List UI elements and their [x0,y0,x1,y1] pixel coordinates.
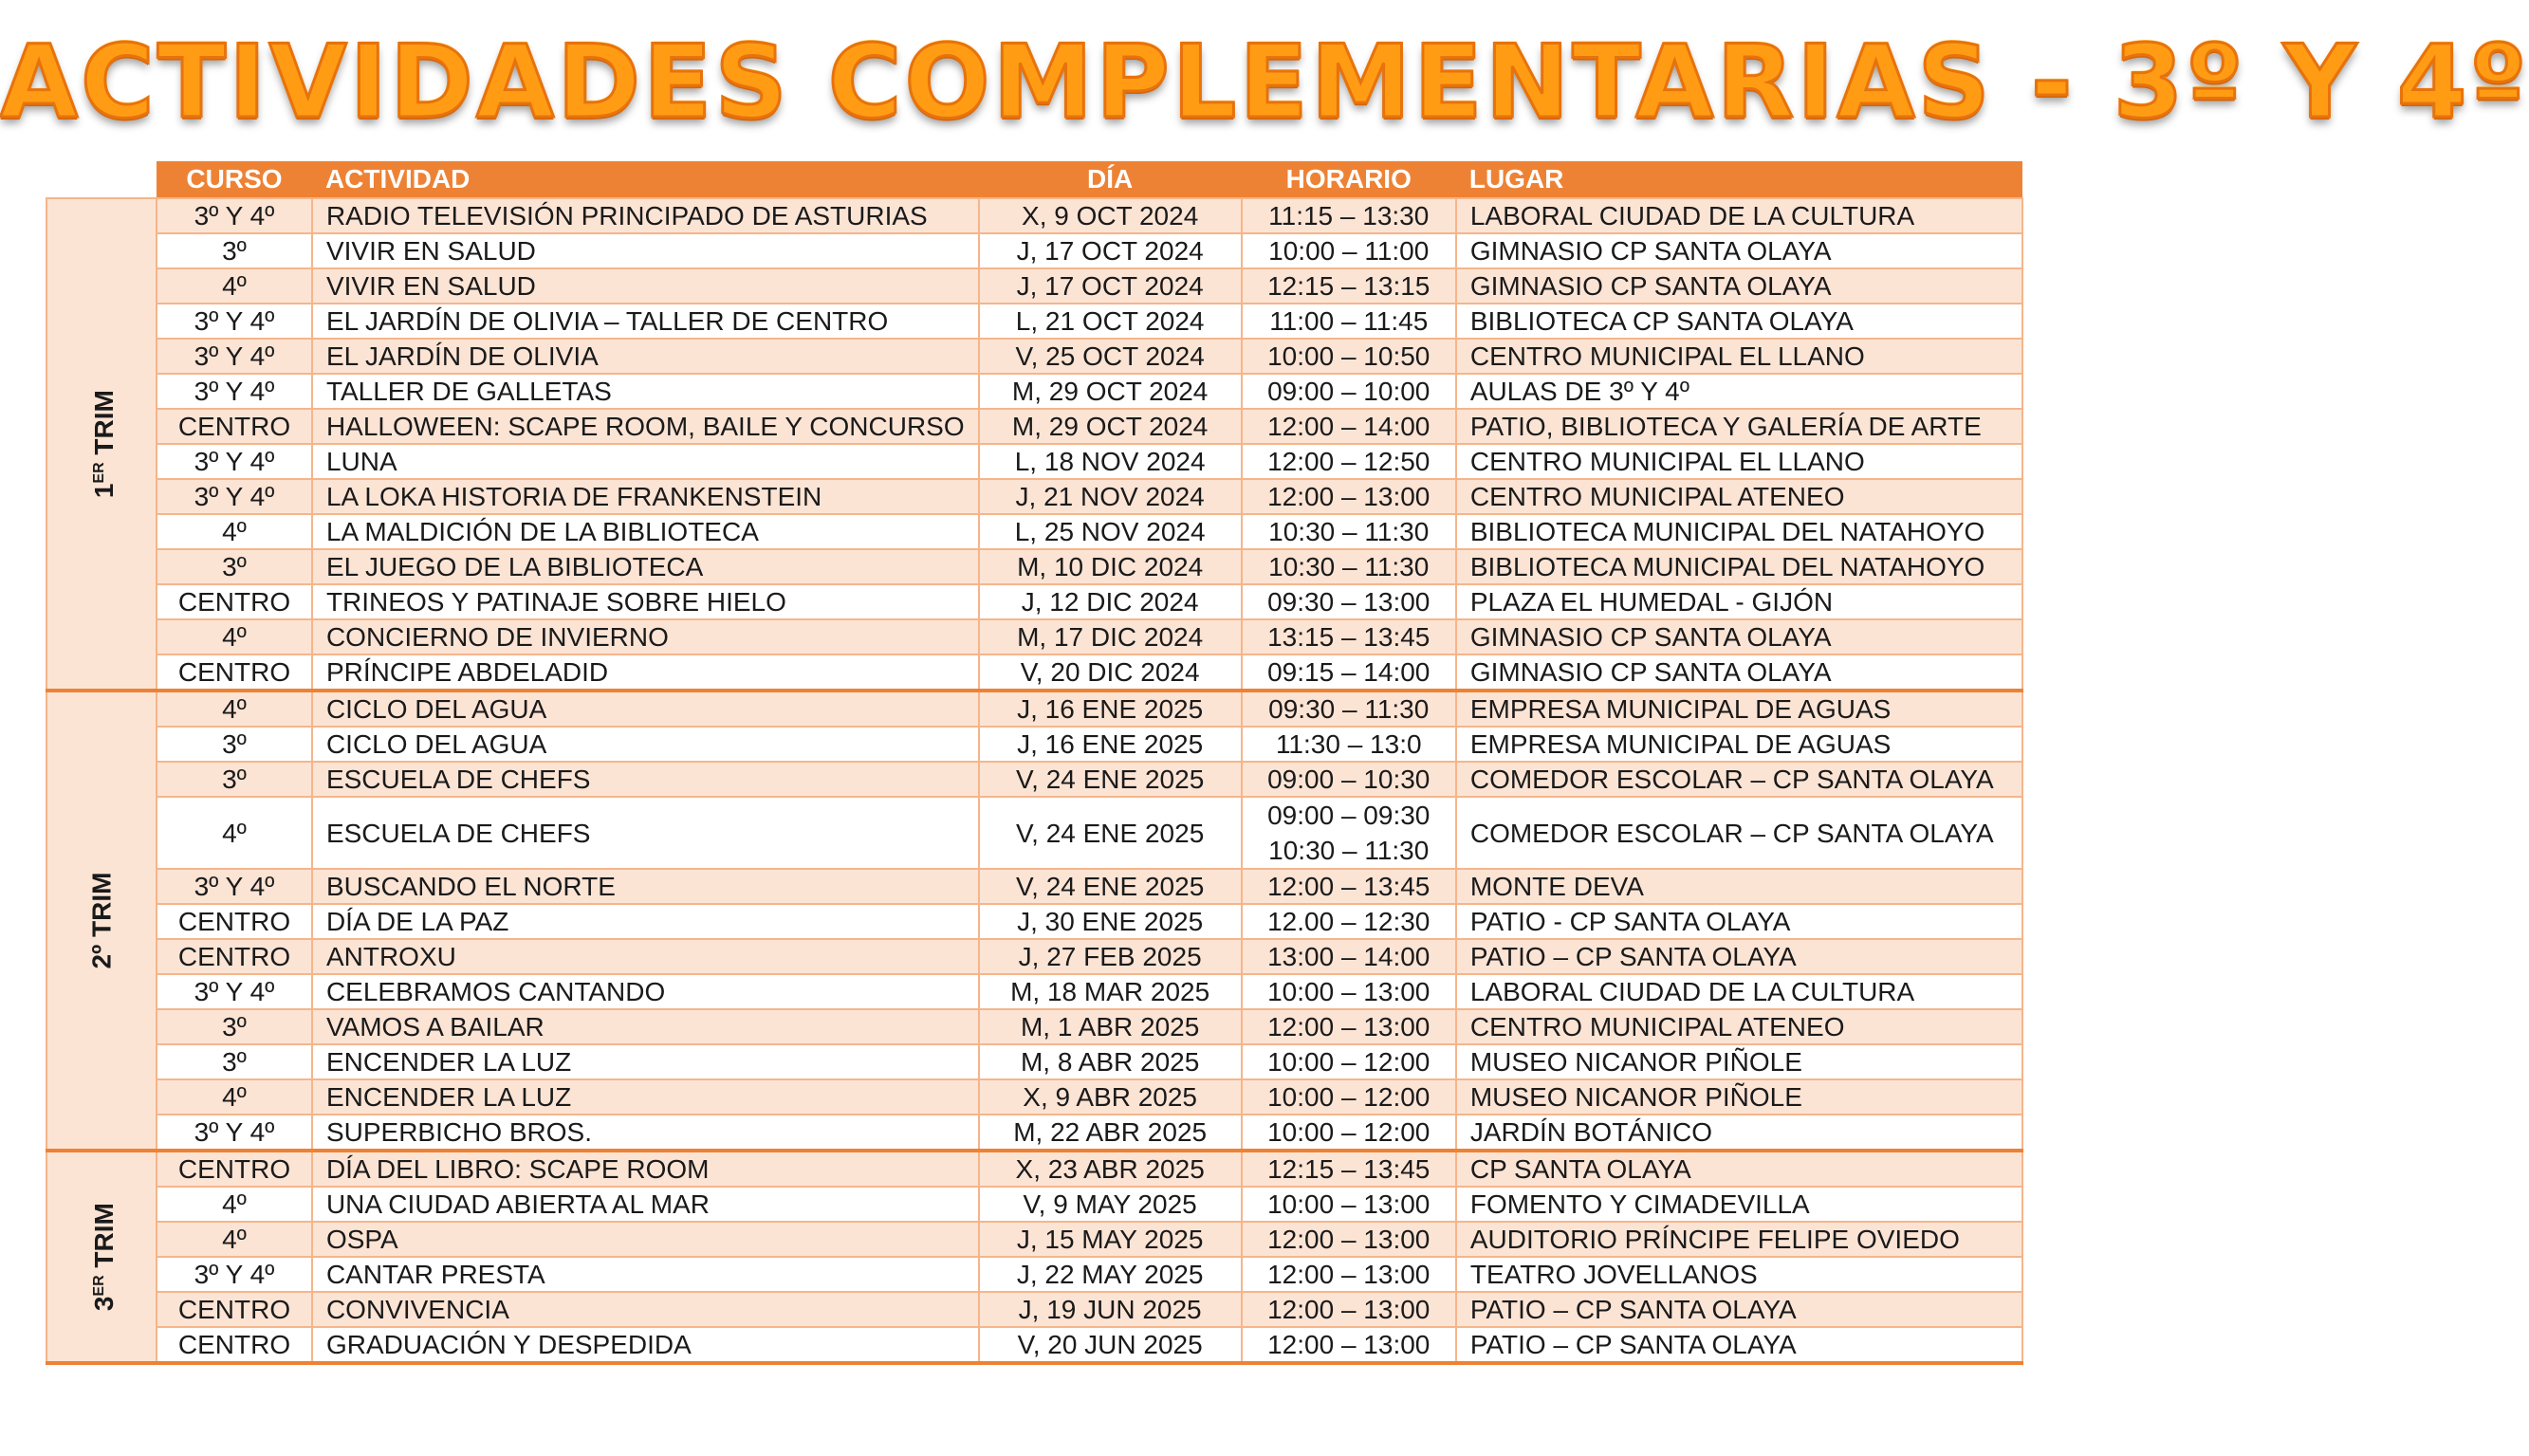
actividad-cell: BUSCANDO EL NORTE [312,869,979,904]
horario-line: 11:15 – 13:30 [1268,201,1430,230]
table-row [46,904,2022,939]
header-corner [46,161,157,198]
table-row [46,974,2022,1009]
horario-line: 10:00 – 13:00 [1267,1189,1431,1219]
curso-cell: 3º [157,762,312,797]
horario-cell [1242,1151,1456,1187]
curso-cell: 3º [157,233,312,268]
horario-line: 10:00 – 13:00 [1267,977,1431,1006]
horario-cell [1242,268,1456,304]
table-row [46,584,2022,619]
header-dia: DÍA [979,161,1242,198]
dia-cell: M, 10 DIC 2024 [979,549,1242,584]
trimester-label [83,390,120,498]
actividad-cell: CICLO DEL AGUA [312,691,979,727]
actividad-cell: EL JARDÍN DE OLIVIA [312,339,979,374]
actividad-cell: DÍA DEL LIBRO: SCAPE ROOM [312,1151,979,1187]
actividad-cell: HALLOWEEN: SCAPE ROOM, BAILE Y CONCURSO [312,409,979,444]
dia-cell: J, 16 ENE 2025 [979,727,1242,762]
table-row [46,444,2022,479]
table-row [46,1187,2022,1222]
table-row [46,549,2022,584]
horario-line: 13:15 – 13:45 [1267,622,1431,652]
curso-cell: CENTRO [157,904,312,939]
horario-cell [1242,654,1456,691]
dia-cell: J, 12 DIC 2024 [979,584,1242,619]
curso-cell: CENTRO [157,1327,312,1363]
lugar-cell: AUDITORIO PRÍNCIPE FELIPE OVIEDO [1456,1222,2022,1257]
horario-cell [1242,339,1456,374]
dia-cell: J, 30 ENE 2025 [979,904,1242,939]
actividad-cell: ENCENDER LA LUZ [312,1079,979,1115]
dia-cell: M, 18 MAR 2025 [979,974,1242,1009]
trimester-text: TRIM [89,389,120,463]
curso-cell: CENTRO [157,654,312,691]
table-row [46,304,2022,339]
actividad-cell: CONVIVENCIA [312,1292,979,1327]
trimester-label-cell [46,691,157,1151]
trimester-block [46,691,2022,1151]
actividad-cell: LUNA [312,444,979,479]
actividad-cell: RADIO TELEVISIÓN PRINCIPADO DE ASTURIAS [312,198,979,233]
horario-line: 09:30 – 13:00 [1267,587,1431,617]
dia-cell: V, 24 ENE 2025 [979,869,1242,904]
horario-line: 09:00 – 09:30 [1267,801,1431,830]
lugar-cell: BIBLIOTECA MUNICIPAL DEL NATAHOYO [1456,549,2022,584]
curso-cell: 3º Y 4º [157,444,312,479]
trimester-text: TRIM [89,1202,120,1276]
trimester-label-cell [46,198,157,691]
actividad-cell: EL JARDÍN DE OLIVIA – TALLER DE CENTRO [312,304,979,339]
curso-cell: 3º Y 4º [157,869,312,904]
dia-cell: V, 9 MAY 2025 [979,1187,1242,1222]
table-row [46,1151,2022,1187]
lugar-cell: MONTE DEVA [1456,869,2022,904]
dia-cell: L, 25 NOV 2024 [979,514,1242,549]
table-row [46,691,2022,727]
horario-cell [1242,233,1456,268]
actividad-cell: VIVIR EN SALUD [312,268,979,304]
dia-cell: J, 21 NOV 2024 [979,479,1242,514]
horario-cell [1242,1187,1456,1222]
header-curso: CURSO [157,161,312,198]
table-row [46,339,2022,374]
curso-cell: 3º Y 4º [157,1257,312,1292]
horario-cell [1242,549,1456,584]
horario-line: 10:00 – 11:00 [1268,236,1430,266]
curso-cell: CENTRO [157,584,312,619]
table-row [46,1292,2022,1327]
trimester-label-cell [46,1151,157,1363]
dia-cell: V, 25 OCT 2024 [979,339,1242,374]
curso-cell: 3º [157,549,312,584]
lugar-cell: LABORAL CIUDAD DE LA CULTURA [1456,974,2022,1009]
actividad-cell: PRÍNCIPE ABDELADID [312,654,979,691]
table-row [46,514,2022,549]
trimester-number: 3 [89,1296,120,1312]
horario-line: 09:15 – 14:00 [1267,657,1431,687]
lugar-cell: GIMNASIO CP SANTA OLAYA [1456,233,2022,268]
horario-cell [1242,1115,1456,1151]
horario-line: 10:30 – 11:30 [1268,517,1430,546]
horario-cell [1242,1222,1456,1257]
lugar-cell: EMPRESA MUNICIPAL DE AGUAS [1456,691,2022,727]
lugar-cell: LABORAL CIUDAD DE LA CULTURA [1456,198,2022,233]
lugar-cell: PLAZA EL HUMEDAL - GIJÓN [1456,584,2022,619]
curso-cell: CENTRO [157,409,312,444]
horario-line: 12:00 – 13:00 [1267,1260,1431,1289]
horario-line: 10:30 – 11:30 [1268,552,1430,581]
dia-cell: V, 20 JUN 2025 [979,1327,1242,1363]
lugar-cell: CENTRO MUNICIPAL ATENEO [1456,479,2022,514]
horario-line: 12.00 – 12:30 [1267,907,1431,936]
page-title: ACTIVIDADES COMPLEMENTARIAS - 3º Y 4º [0,24,2529,140]
actividad-cell: LA MALDICIÓN DE LA BIBLIOTECA [312,514,979,549]
horario-line: 12:00 – 13:00 [1267,1330,1431,1359]
horario-line: 12:00 – 12:50 [1267,447,1431,476]
header-lugar: LUGAR [1456,161,2022,198]
horario-line: 12:00 – 13:00 [1267,482,1431,511]
table-row [46,797,2022,869]
dia-cell: J, 17 OCT 2024 [979,268,1242,304]
dia-cell: X, 23 ABR 2025 [979,1151,1242,1187]
dia-cell: J, 27 FEB 2025 [979,939,1242,974]
horario-cell [1242,198,1456,233]
horario-line: 12:00 – 13:00 [1267,1295,1431,1324]
curso-cell: 3º Y 4º [157,339,312,374]
dia-cell: M, 22 ABR 2025 [979,1115,1242,1151]
lugar-cell: GIMNASIO CP SANTA OLAYA [1456,619,2022,654]
horario-cell [1242,1257,1456,1292]
table-row [46,1079,2022,1115]
dia-cell: M, 1 ABR 2025 [979,1009,1242,1044]
curso-cell: 3º [157,1044,312,1079]
horario-line: 13:00 – 14:00 [1267,942,1431,971]
horario-cell [1242,1044,1456,1079]
table-row [46,409,2022,444]
dia-cell: M, 29 OCT 2024 [979,374,1242,409]
horario-cell [1242,1009,1456,1044]
horario-line: 09:00 – 10:00 [1267,377,1431,406]
trimester-suffix: ER [90,462,107,484]
lugar-cell: BIBLIOTECA CP SANTA OLAYA [1456,304,2022,339]
lugar-cell: BIBLIOTECA MUNICIPAL DEL NATAHOYO [1456,514,2022,549]
horario-line: 09:00 – 10:30 [1267,765,1431,794]
table-row [46,762,2022,797]
table-row [46,1222,2022,1257]
dia-cell: L, 18 NOV 2024 [979,444,1242,479]
actividad-cell: GRADUACIÓN Y DESPEDIDA [312,1327,979,1363]
actividad-cell: EL JUEGO DE LA BIBLIOTECA [312,549,979,584]
actividad-cell: CANTAR PRESTA [312,1257,979,1292]
actividad-cell: VAMOS A BAILAR [312,1009,979,1044]
horario-line: 10:30 – 11:30 [1268,836,1430,865]
horario-cell [1242,904,1456,939]
horario-cell [1242,444,1456,479]
actividad-cell: OSPA [312,1222,979,1257]
dia-cell: L, 21 OCT 2024 [979,304,1242,339]
table-row [46,869,2022,904]
lugar-cell: JARDÍN BOTÁNICO [1456,1115,2022,1151]
actividad-cell: TALLER DE GALLETAS [312,374,979,409]
curso-cell: 4º [157,1222,312,1257]
actividad-cell: ENCENDER LA LUZ [312,1044,979,1079]
lugar-cell: PATIO – CP SANTA OLAYA [1456,1292,2022,1327]
curso-cell: 3º Y 4º [157,1115,312,1151]
curso-cell: 4º [157,514,312,549]
curso-cell: 4º [157,619,312,654]
horario-line: 10:00 – 12:00 [1267,1117,1431,1147]
horario-cell [1242,1327,1456,1363]
horario-cell [1242,762,1456,797]
header-actividad: ACTIVIDAD [312,161,979,198]
table-row [46,233,2022,268]
horario-line: 09:30 – 11:30 [1268,694,1430,724]
dia-cell: V, 24 ENE 2025 [979,797,1242,869]
actividad-cell: CICLO DEL AGUA [312,727,979,762]
horario-line: 11:30 – 13:0 [1275,729,1422,759]
curso-cell: 3º [157,727,312,762]
trimester-number: 2º [86,944,117,969]
table-row [46,1009,2022,1044]
curso-cell: 3º [157,1009,312,1044]
trimester-text: TRIM [86,872,117,945]
table-row [46,727,2022,762]
horario-cell [1242,797,1456,869]
curso-cell: CENTRO [157,1292,312,1327]
table-row [46,374,2022,409]
dia-cell: J, 17 OCT 2024 [979,233,1242,268]
curso-cell: 4º [157,1187,312,1222]
horario-line: 10:00 – 12:00 [1267,1082,1431,1112]
horario-cell [1242,304,1456,339]
curso-cell: 3º Y 4º [157,198,312,233]
dia-cell: V, 20 DIC 2024 [979,654,1242,691]
curso-cell: CENTRO [157,939,312,974]
table-row [46,198,2022,233]
actividad-cell: ANTROXU [312,939,979,974]
table-row [46,1327,2022,1363]
horario-cell [1242,727,1456,762]
lugar-cell: CENTRO MUNICIPAL EL LLANO [1456,444,2022,479]
horario-cell [1242,584,1456,619]
dia-cell: X, 9 ABR 2025 [979,1079,1242,1115]
lugar-cell: CP SANTA OLAYA [1456,1151,2022,1187]
horario-line: 11:00 – 11:45 [1269,306,1429,336]
dia-cell: V, 24 ENE 2025 [979,762,1242,797]
curso-cell: 4º [157,1079,312,1115]
lugar-cell: PATIO – CP SANTA OLAYA [1456,1327,2022,1363]
curso-cell: 3º Y 4º [157,374,312,409]
actividad-cell: ESCUELA DE CHEFS [312,797,979,869]
lugar-cell: COMEDOR ESCOLAR – CP SANTA OLAYA [1456,797,2022,869]
lugar-cell: PATIO – CP SANTA OLAYA [1456,939,2022,974]
lugar-cell: GIMNASIO CP SANTA OLAYA [1456,268,2022,304]
actividad-cell: CELEBRAMOS CANTANDO [312,974,979,1009]
actividad-cell: LA LOKA HISTORIA DE FRANKENSTEIN [312,479,979,514]
horario-line: 10:00 – 10:50 [1267,341,1431,371]
horario-line: 12:00 – 14:00 [1267,412,1431,441]
curso-cell: 3º Y 4º [157,974,312,1009]
table-header [46,161,2022,198]
lugar-cell: MUSEO NICANOR PIÑOLE [1456,1079,2022,1115]
horario-line: 12:15 – 13:15 [1267,271,1431,301]
horario-cell [1242,409,1456,444]
header-horario: HORARIO [1242,161,1456,198]
horario-cell [1242,869,1456,904]
table-row [46,939,2022,974]
trimester-block [46,198,2022,691]
horario-cell [1242,974,1456,1009]
dia-cell: J, 16 ENE 2025 [979,691,1242,727]
lugar-cell: MUSEO NICANOR PIÑOLE [1456,1044,2022,1079]
horario-cell [1242,1079,1456,1115]
horario-line: 12:15 – 13:45 [1267,1154,1431,1184]
table-row [46,1044,2022,1079]
trimester-block [46,1151,2022,1363]
dia-cell: M, 29 OCT 2024 [979,409,1242,444]
lugar-cell: GIMNASIO CP SANTA OLAYA [1456,654,2022,691]
trimester-number: 1 [89,483,120,499]
lugar-cell: EMPRESA MUNICIPAL DE AGUAS [1456,727,2022,762]
dia-cell: X, 9 OCT 2024 [979,198,1242,233]
table-row [46,619,2022,654]
horario-line: 12:00 – 13:00 [1267,1225,1431,1254]
dia-cell: M, 8 ABR 2025 [979,1044,1242,1079]
lugar-cell: PATIO - CP SANTA OLAYA [1456,904,2022,939]
curso-cell: 4º [157,691,312,727]
table-row [46,268,2022,304]
dia-cell: J, 22 MAY 2025 [979,1257,1242,1292]
table-row [46,479,2022,514]
lugar-cell: PATIO, BIBLIOTECA Y GALERÍA DE ARTE [1456,409,2022,444]
horario-cell [1242,619,1456,654]
lugar-cell: CENTRO MUNICIPAL EL LLANO [1456,339,2022,374]
lugar-cell: TEATRO JOVELLANOS [1456,1257,2022,1292]
trimester-suffix: ER [90,1275,107,1297]
actividad-cell: VIVIR EN SALUD [312,233,979,268]
table-row [46,654,2022,691]
actividad-cell: CONCIERNO DE INVIERNO [312,619,979,654]
curso-cell: CENTRO [157,1151,312,1187]
dia-cell: J, 15 MAY 2025 [979,1222,1242,1257]
curso-cell: 3º Y 4º [157,479,312,514]
table-row [46,1257,2022,1292]
actividad-cell: ESCUELA DE CHEFS [312,762,979,797]
horario-line: 10:00 – 12:00 [1267,1047,1431,1077]
horario-cell [1242,939,1456,974]
dia-cell: M, 17 DIC 2024 [979,619,1242,654]
lugar-cell: FOMENTO Y CIMADEVILLA [1456,1187,2022,1222]
horario-line: 12:00 – 13:45 [1267,872,1431,901]
curso-cell: 4º [157,797,312,869]
actividad-cell: TRINEOS Y PATINAJE SOBRE HIELO [312,584,979,619]
horario-line: 12:00 – 13:00 [1267,1012,1431,1041]
dia-cell: J, 19 JUN 2025 [979,1292,1242,1327]
lugar-cell: COMEDOR ESCOLAR – CP SANTA OLAYA [1456,762,2022,797]
actividad-cell: DÍA DE LA PAZ [312,904,979,939]
horario-cell [1242,691,1456,727]
curso-cell: 4º [157,268,312,304]
activities-table [46,161,2023,1365]
table-row [46,1115,2022,1151]
trimester-label [83,1203,120,1311]
horario-cell [1242,374,1456,409]
curso-cell: 3º Y 4º [157,304,312,339]
lugar-cell: CENTRO MUNICIPAL ATENEO [1456,1009,2022,1044]
horario-cell [1242,479,1456,514]
lugar-cell: AULAS DE 3º Y 4º [1456,374,2022,409]
horario-cell [1242,514,1456,549]
actividad-cell: UNA CIUDAD ABIERTA AL MAR [312,1187,979,1222]
actividad-cell: SUPERBICHO BROS. [312,1115,979,1151]
horario-cell [1242,1292,1456,1327]
trimester-label [85,872,119,968]
